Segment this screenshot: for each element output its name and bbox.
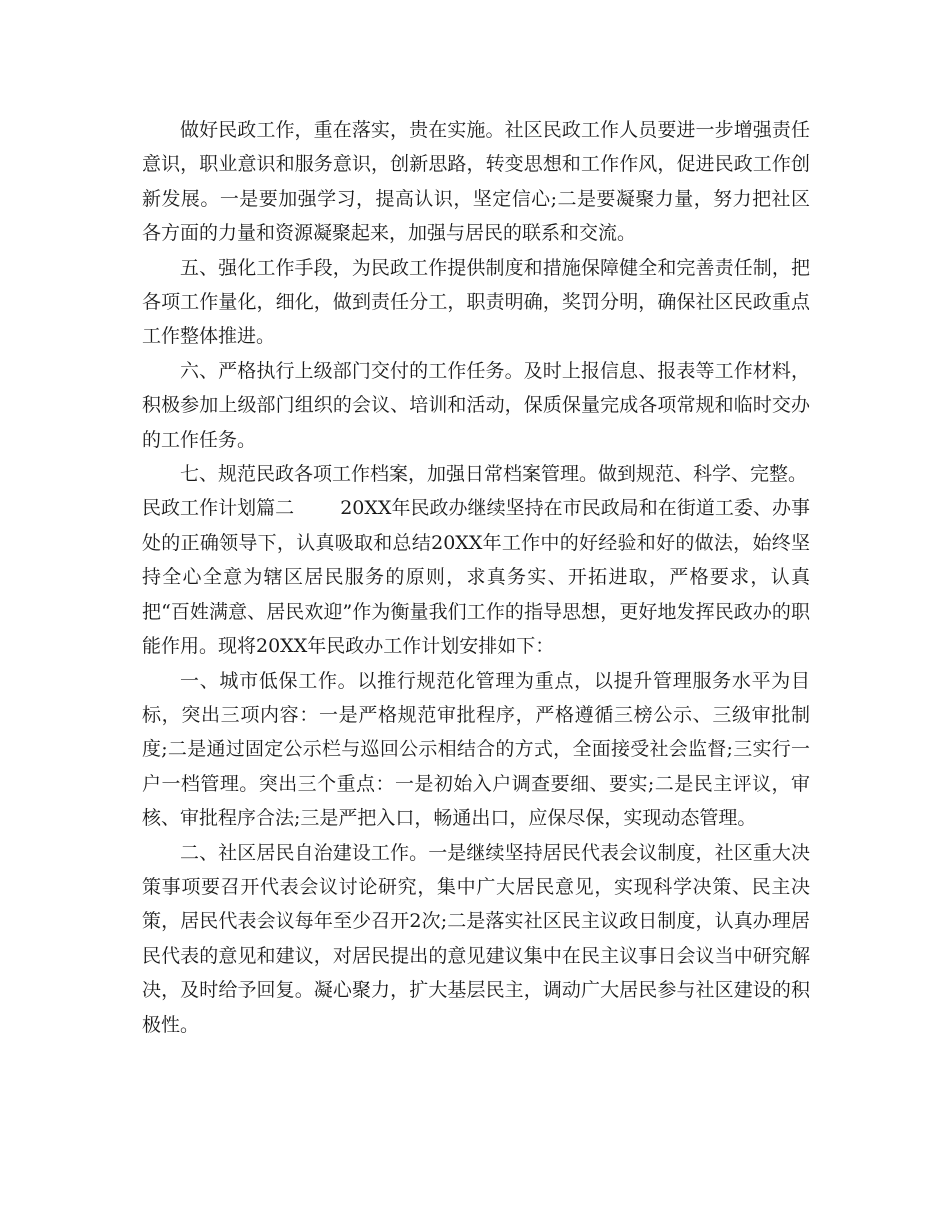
paragraph-intro: 做好民政工作，重在落实，贵在实施。社区民政工作人员要进一步增强责任意识，职业意识和服务意识，创新思路，转变思想和工作作风，促进民政工作创新发展。一是要加强学习，提高认识，坚定信心;二是要凝聚力量，努力把社区各方面的力量和资源凝聚起来，加强与居民的联系和交流。 — [142, 119, 810, 245]
paragraph-item-one: 一、城市低保工作。以推行规范化管理为重点，以提升管理服务水平为目标，突出三项内容：一是严格规范审批程序，严格遵循三榜公示、三级审批制度;二是通过固定公示栏与巡回公示相结合的方式，全面接受社会监督;三实行一户一档管理。突出三个重点：一是初始入户调查要细、要实;二是民主评议，审核、审批程序合法;三是严把入口，畅通出口，应保尽保，实现动态管理。 — [142, 669, 810, 830]
section-heading: 民政工作计划篇二 — [142, 497, 295, 520]
paragraph-item-two: 二、社区居民自治建设工作。一是继续坚持居民代表会议制度，社区重大决策事项要召开代表会议讨论研究，集中广大居民意见，实现科学决策、民主决策，居民代表会议每年至少召开2次;二是落实社区民主议政日制度，认真办理居民代表的意见和建议，对居民提出的意见建议集中在民主议事日会议当中研究解决，及时给予回复。凝心聚力，扩大基层民主，调动广大居民参与社区建设的积极性。 — [142, 841, 810, 1036]
document-body — [142, 113, 810, 1042]
section-two-block — [142, 491, 810, 663]
paragraph-five: 五、强化工作手段，为民政工作提供制度和措施保障健全和完善责任制，把各项工作量化，细化，做到责任分工，职责明确，奖罚分明，确保社区民政重点工作整体推进。 — [142, 256, 810, 348]
paragraph-seven: 七、规范民政各项工作档案，加强日常档案管理。做到规范、科学、完整。 — [180, 463, 808, 486]
section-intro: 20XX年民政办继续坚持在市民政局和在街道工委、办事处的正确领导下，认真吸取和总结20XX年工作中的好经验和好的做法，始终坚持全心全意为辖区居民服务的原则，求真务实、开拓进取，严格要求，认真把“百姓满意、居民欢迎”作为衡量我们工作的指导思想，更好地发挥民政办的职能作用。现将20XX年民政办工作计划安排如下： — [142, 497, 810, 658]
paragraph-six: 六、严格执行上级部门交付的工作任务。及时上报信息、报表等工作材料，积极参加上级部门组织的会议、培训和活动，保质保量完成各项常规和临时交办的工作任务。 — [142, 359, 810, 451]
